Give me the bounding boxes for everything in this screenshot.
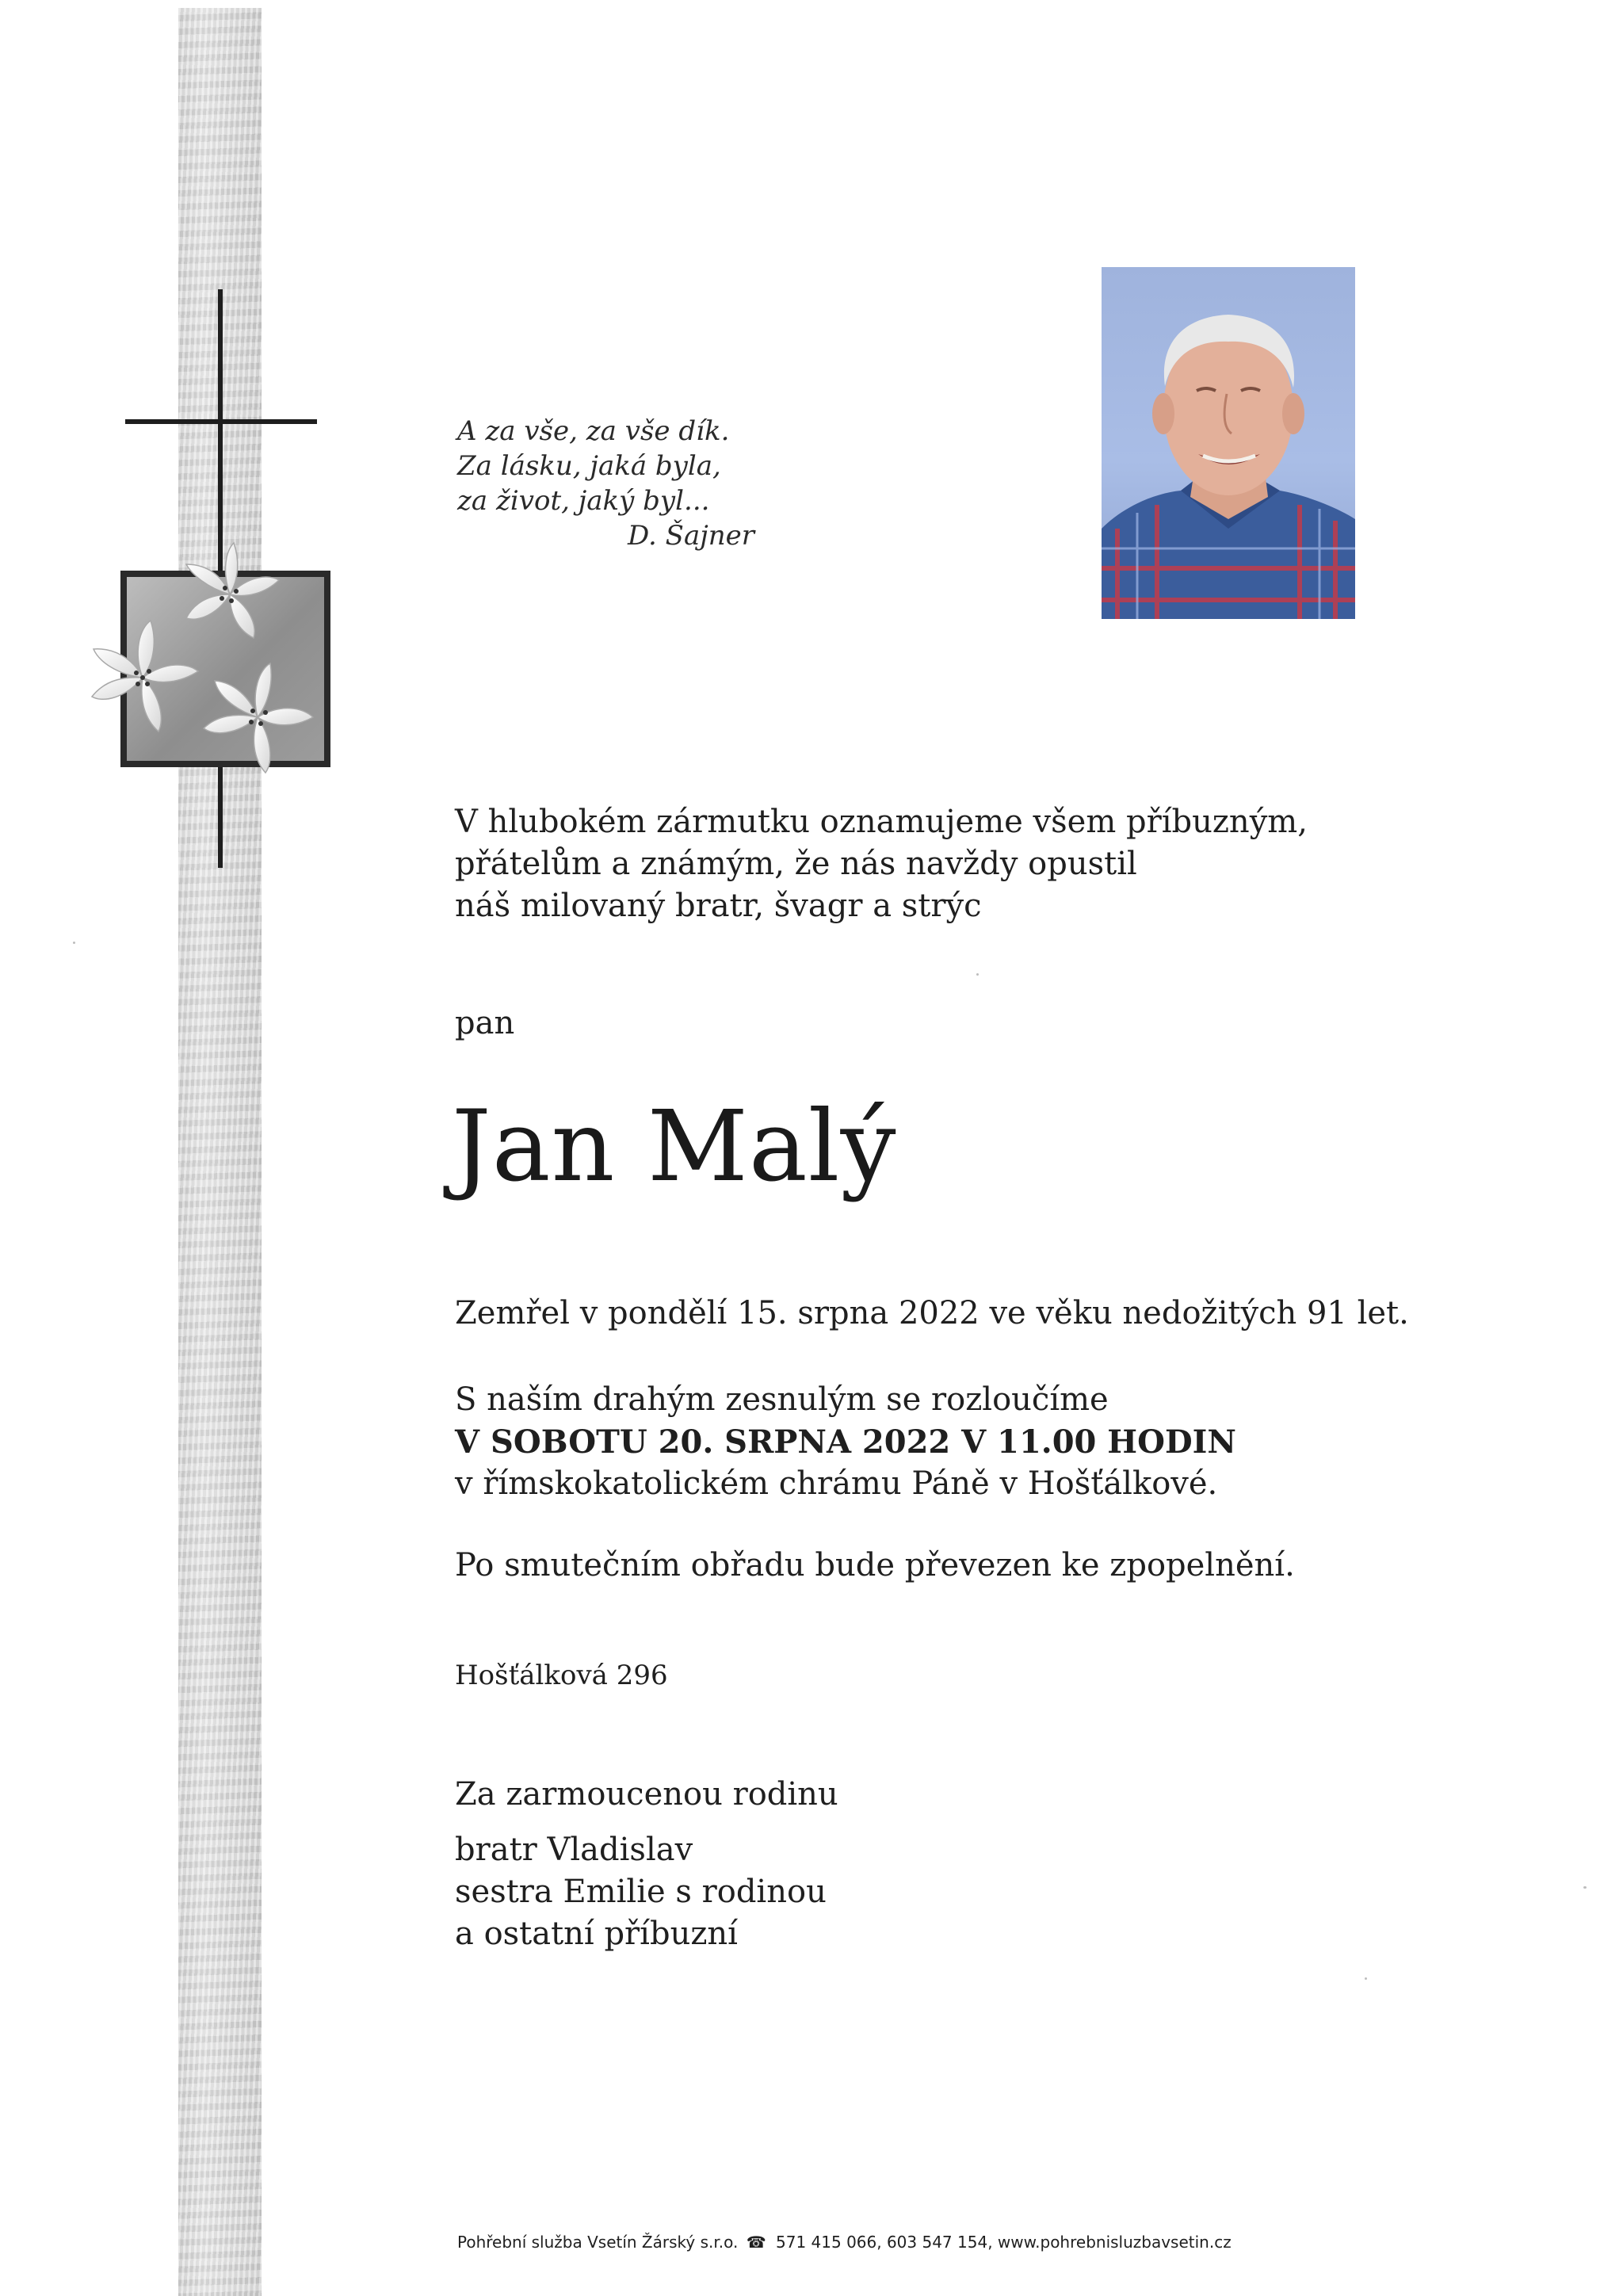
intro-line: přátelům a známým, že nás navždy opustil	[455, 846, 1137, 882]
quote-line: za život, jaký byl...	[457, 485, 710, 517]
footer-company: Pohřební služba Vsetín Žárský s.r.o.	[457, 2233, 739, 2252]
paper-speck	[1365, 1977, 1367, 1980]
paper-speck	[1583, 1886, 1587, 1889]
announcement-intro	[455, 801, 1308, 927]
family-member: sestra Emilie s rodinou	[455, 1874, 827, 1910]
lily-flower-right	[204, 663, 313, 773]
cross-horizontal-bar	[125, 419, 317, 424]
funeral-details	[455, 1379, 1236, 1505]
title-prefix: pan	[455, 1005, 515, 1041]
portrait-photo	[1102, 267, 1355, 619]
quote-line: Za lásku, jaká byla,	[457, 450, 721, 482]
family-member: a ostatní příbuzní	[455, 1916, 738, 1952]
telephone-icon: ☎	[746, 2233, 766, 2252]
quote-line: A za vše, za vše dík.	[457, 415, 730, 447]
intro-line: V hlubokém zármutku oznamujeme všem příbuzným,	[455, 804, 1308, 840]
footer-website: www.pohrebnisluzbavsetin.cz	[997, 2233, 1232, 2252]
footer-phones: 571 415 066, 603 547 154,	[776, 2233, 993, 2252]
family-member: bratr Vladislav	[455, 1832, 693, 1868]
quote-author: D. Šajner	[628, 520, 755, 552]
memorial-quote	[457, 414, 754, 553]
lily-flower-top	[186, 543, 279, 638]
death-notice: Zemřel v pondělí 15. srpna 2022 ve věku nedožitých 91 let.	[455, 1295, 1409, 1331]
family-signature	[455, 1774, 838, 1955]
portrait-illustration	[1102, 267, 1355, 619]
intro-line: náš milovaný bratr, švagr a strýc	[455, 888, 982, 924]
paper-speck	[976, 973, 979, 976]
funeral-service-footer	[457, 2233, 1232, 2252]
lily-flowers-icon	[67, 539, 329, 800]
deceased-name: Jan Malý	[452, 1090, 897, 1204]
family-heading: Za zarmoucenou rodinu	[455, 1776, 838, 1813]
funeral-datetime: V SOBOTU 20. SRPNA 2022 V 11.00 HODIN	[455, 1423, 1236, 1461]
lily-flower-left	[92, 621, 198, 732]
paper-speck	[73, 942, 75, 944]
farewell-intro: S naším drahým zesnulým se rozloučíme	[455, 1381, 1109, 1418]
cremation-note: Po smutečním obřadu bude převezen ke zpopelnění.	[455, 1547, 1295, 1584]
address: Hošťálková 296	[455, 1660, 668, 1691]
funeral-place: v římskokatolickém chrámu Páně v Hošťálkové.	[455, 1465, 1218, 1502]
spacer	[455, 1816, 838, 1829]
